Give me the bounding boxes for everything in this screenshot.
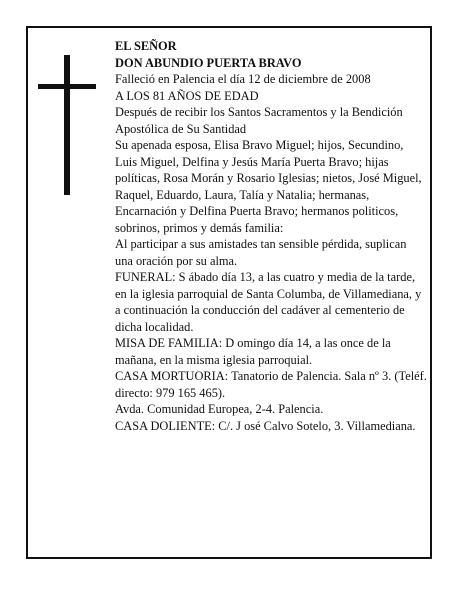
cross-horizontal-bar (38, 84, 96, 89)
mourning-house-paragraph: CASA DOLIENTE: C/. J osé Calvo Sotelo, 3. Villamediana. (115, 418, 416, 433)
notice-text (115, 38, 427, 434)
notice-title-line-1: EL SEÑOR (115, 39, 177, 53)
mortuary-address-line: Avda. Comunidad Europea, 2-4. Palencia. (115, 402, 324, 416)
death-date-line: Falleció en Palencia el día 12 de diciembre de 2008 (115, 72, 371, 86)
age-line: A LOS 81 AÑOS DE EDAD (115, 88, 259, 103)
notice-title-line-2: DON ABUNDIO PUERTA BRAVO (115, 55, 302, 70)
cross-vertical-bar (64, 55, 70, 195)
sacraments-paragraph: Después de recibir los Santos Sacramentos y la Bendición Apostólica de Su Santidad (115, 105, 403, 136)
family-mass-paragraph: MISA DE FAMILIA: D omingo día 14, a las once de la mañana, en la misma iglesia parroquial. (115, 336, 391, 367)
prayer-paragraph: Al participar a sus amistades tan sensible pérdida, suplican una oración por su alma. (115, 237, 407, 268)
mortuary-paragraph: CASA MORTUORIA: Tanatorio de Palencia. Sala nº 3. (Teléf. directo: 979 165 465). (115, 369, 427, 400)
funeral-paragraph: FUNERAL: S ábado día 13, a las cuatro y media de la tarde, en la iglesia parroquial de Santa Columba, de Villamediana, y a continuación la conducción del cadáver al cementerio de dicha localidad. (115, 270, 422, 334)
family-paragraph: Su apenada esposa, Elisa Bravo Miguel; hijos, Secundino, Luis Miguel, Delfina y Jesús María Puerta Bravo; hijas políticas, Rosa Morán y Rosario Iglesias; nietos, José Miguel, Raquel, Eduardo, Laura, Talía y Natalia; hermanas, Encarnación y Delfina Puerta Bravo; hermanos politicos, sobrinos, primos y demás familia: (115, 138, 422, 235)
